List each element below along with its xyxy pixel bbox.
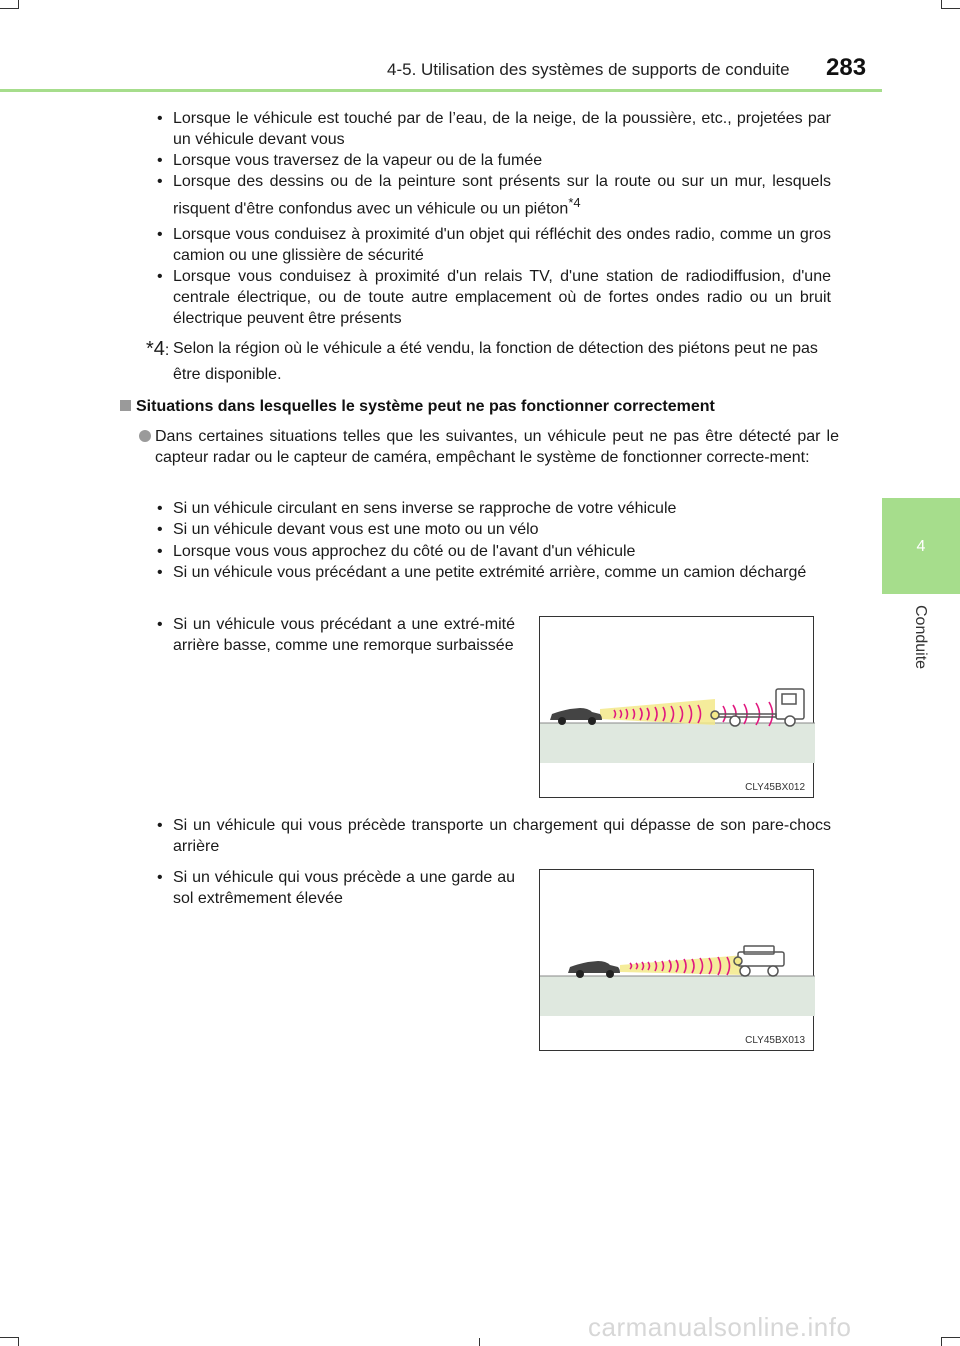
truck-low-rear-illustration-icon: [540, 617, 815, 799]
list-item: [173, 150, 831, 171]
figure-high-clearance: [539, 869, 814, 1051]
list-item: [173, 614, 515, 656]
chapter-tab: [882, 498, 960, 594]
list-item-text: Lorsque vous traversez de la vapeur ou de la fumée: [173, 152, 543, 169]
list-item: [173, 519, 831, 540]
crop-mark: [18, 0, 19, 9]
crop-mark: [479, 1338, 480, 1346]
square-bullet-icon: [120, 400, 131, 411]
section-paragraph: Dans certaines situations telles que les suivantes, un véhicule peut ne pas être détecté par le capteur radar ou le capteur de caméra, empêchant le système de fonctionner correcte-ment:: [155, 428, 839, 466]
crop-mark: [942, 1337, 960, 1338]
crop-mark: [18, 1337, 19, 1346]
list-item-text: Si un véhicule qui vous précède transporte un chargement qui dépasse de son pare-chocs arrière: [173, 817, 831, 855]
crop-mark: [0, 8, 18, 9]
figure-code: CLY45BX013: [745, 1035, 805, 1046]
list-item-text: Lorsque vous vous approchez du côté ou de l'avant d'un véhicule: [173, 543, 636, 560]
footnote-colon: :: [164, 342, 170, 359]
crop-mark: [941, 0, 942, 9]
list-item-text: Si un véhicule circulant en sens inverse se rapproche de votre véhicule: [173, 500, 677, 517]
watermark: carmanualsonline.info: [588, 1312, 852, 1342]
list-item: [173, 867, 515, 909]
list-item: [173, 266, 831, 329]
list-item: [173, 171, 831, 219]
footnote: [146, 336, 846, 383]
list-item-text: Si un véhicule devant vous est une moto ou un vélo: [173, 521, 539, 538]
crop-mark: [941, 1337, 942, 1346]
list-item-text: Lorsque le véhicule est touché par de l’eau, de la neige, de la poussière, etc., projetées par un véhicule devant vous: [173, 110, 831, 148]
chapter-number: 4: [916, 538, 926, 555]
list-item-text: Si un véhicule vous précédant a une petite extrémité arrière, comme un camion déchargé: [173, 564, 807, 581]
header-rule: [0, 89, 882, 92]
list-item-text: Lorsque vous conduisez à proximité d'un objet qui réfléchit des ondes radio, comme un gros camion ou une glissière de sécurité: [173, 226, 831, 264]
figure-low-rear-truck: [539, 616, 814, 798]
section-heading: [120, 398, 840, 416]
footnote-text: Selon la région où le véhicule a été vendu, la fonction de détection des piétons peut ne pas être disponible.: [173, 340, 818, 383]
circle-bullet-icon: [139, 430, 151, 442]
figure-code: CLY45BX012: [745, 782, 805, 793]
list-item-text: Si un véhicule qui vous précède a une garde au sol extrêmement élevée: [173, 869, 515, 907]
list-item: [173, 815, 831, 857]
footnote-mark: *4: [146, 338, 165, 360]
page-number: 283: [826, 54, 867, 81]
high-clearance-vehicle-illustration-icon: [540, 870, 815, 1052]
list-item-text: Si un véhicule vous précédant a une extré-mité arrière basse, comme une remorque surbaissée: [173, 616, 515, 654]
list-item: [173, 541, 831, 562]
crop-mark: [942, 8, 960, 9]
chapter-label: Conduite: [912, 605, 929, 670]
list-item-text: Lorsque des dessins ou de la peinture sont présents sur la route ou sur un mur, lesquels risquent d'être confondus avec un véhicule ou un piéton: [173, 173, 831, 218]
crop-mark: [0, 1337, 18, 1338]
section-heading-text: Situations dans lesquelles le système peut ne pas fonctionner correctement: [136, 398, 715, 415]
section-title: 4-5. Utilisation des systèmes de supports de conduite: [387, 60, 790, 79]
list-item-text: Lorsque vous conduisez à proximité d'un relais TV, d'une station de radiodiffusion, d'une centrale électrique, ou de toute autre emplacement où de fortes ondes radio ou un bruit électrique peuvent être présents: [173, 268, 831, 327]
footnote-ref: *4: [568, 195, 581, 210]
list-item: [173, 108, 831, 150]
list-item: [173, 224, 831, 266]
list-item: [173, 562, 831, 583]
list-item: [173, 498, 831, 519]
